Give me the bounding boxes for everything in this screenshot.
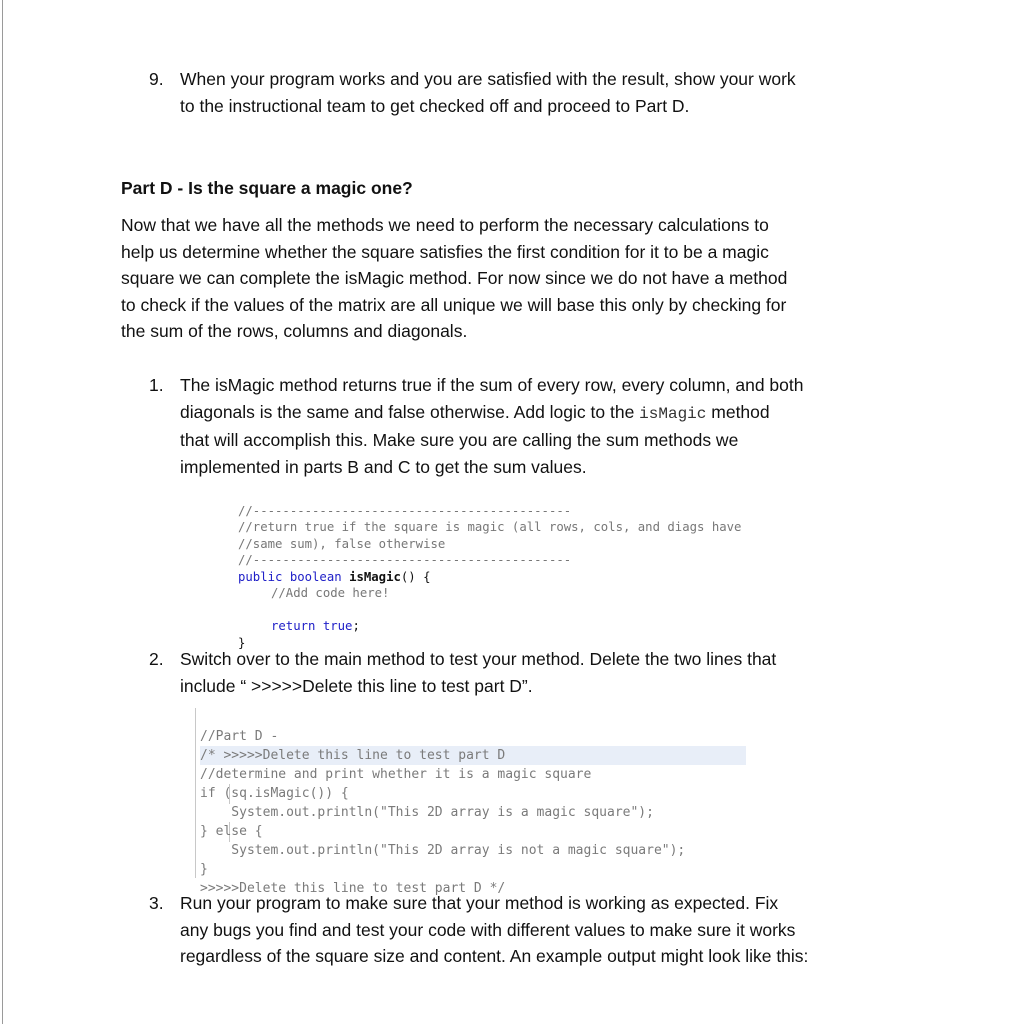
code-block-main <box>200 708 746 917</box>
step-2-text <box>180 646 776 699</box>
text-line: Run your program to make sure that your method is working as expected. Fix <box>180 893 779 913</box>
code-line <box>238 602 741 619</box>
step-1-text <box>180 372 803 480</box>
inline-code: isMagic <box>639 404 707 423</box>
code-line: >>>>>Delete this line to test part D */ <box>200 881 506 896</box>
code-line: //same sum), false otherwise <box>238 536 446 551</box>
text-line: to the instructional team to get checked off and proceed to Part D. <box>180 95 690 116</box>
text-line: regardless of the square size and content. An example output might look like this: <box>180 946 809 966</box>
step-number: 3. <box>149 893 164 913</box>
text-line: Now that we have all the methods we need to perform the necessary calculations to <box>121 215 769 235</box>
code-line: if (sq.isMagic()) { <box>200 786 349 801</box>
code-line: } <box>200 862 208 877</box>
item-number: 9. <box>149 69 164 89</box>
item-9-text <box>180 66 796 119</box>
code-line: //------------------------------------------- <box>238 553 572 567</box>
step-number: 1. <box>149 375 164 395</box>
text-line: When your program works and you are satisfied with the result, show your work <box>180 69 796 89</box>
method-name: isMagic <box>349 569 401 584</box>
code-span: () { <box>400 569 431 584</box>
text-line: help us determine whether the square satisfies the first condition for it to be a magic <box>121 241 769 262</box>
intro-paragraph <box>121 212 787 345</box>
text-line: include “ >>>>>Delete this line to test part D”. <box>180 675 533 696</box>
step-number: 2. <box>149 649 164 669</box>
code-span: ; <box>352 619 360 633</box>
code-line: } <box>238 635 246 650</box>
code-line: //return true if the square is magic (all rows, cols, and diags have <box>238 520 742 534</box>
text-line: to check if the values of the matrix are all unique we will base this only by checking for <box>121 294 787 315</box>
text-line: the sum of the rows, columns and diagonals. <box>121 321 468 341</box>
text-line <box>180 399 803 428</box>
text-line: implemented in parts B and C to get the sum values. <box>180 456 587 477</box>
code-line: System.out.println("This 2D array is a magic square"); <box>200 805 654 820</box>
code-line: //------------------------------------------- <box>238 503 572 518</box>
code-line <box>238 618 741 635</box>
text-line: square we can complete the isMagic method. For now since we do not have a method <box>121 268 788 288</box>
code-line-highlighted: /* >>>>>Delete this line to test part D <box>200 746 746 765</box>
text-line: that will accomplish this. Make sure you are calling the sum methods we <box>180 430 739 450</box>
text-span: diagonals is the same and false otherwise. Add logic to the <box>180 401 640 422</box>
code-block-ismagic <box>238 486 741 668</box>
keyword: return true <box>271 619 353 633</box>
text-line: any bugs you find and test your code with different values to make sure it works <box>180 919 796 940</box>
code-line <box>238 569 741 586</box>
page-edge <box>2 0 3 1024</box>
text-line: Switch over to the main method to test your method. Delete the two lines that <box>180 649 777 669</box>
code-line: //Add code here! <box>271 586 390 600</box>
step-3-text <box>180 890 808 970</box>
section-heading: Part D - Is the square a magic one? <box>121 178 413 198</box>
keyword: public boolean <box>238 569 350 584</box>
code-line: System.out.println("This 2D array is not a magic square"); <box>200 843 686 858</box>
code-line: //determine and print whether it is a magic square <box>200 767 592 782</box>
text-line: The isMagic method returns true if the sum of every row, every column, and both <box>180 375 804 395</box>
text-span: method <box>706 401 770 422</box>
code-line: } else { <box>200 824 263 839</box>
code-gutter-line <box>195 708 196 878</box>
code-line: //Part D - <box>200 729 279 744</box>
